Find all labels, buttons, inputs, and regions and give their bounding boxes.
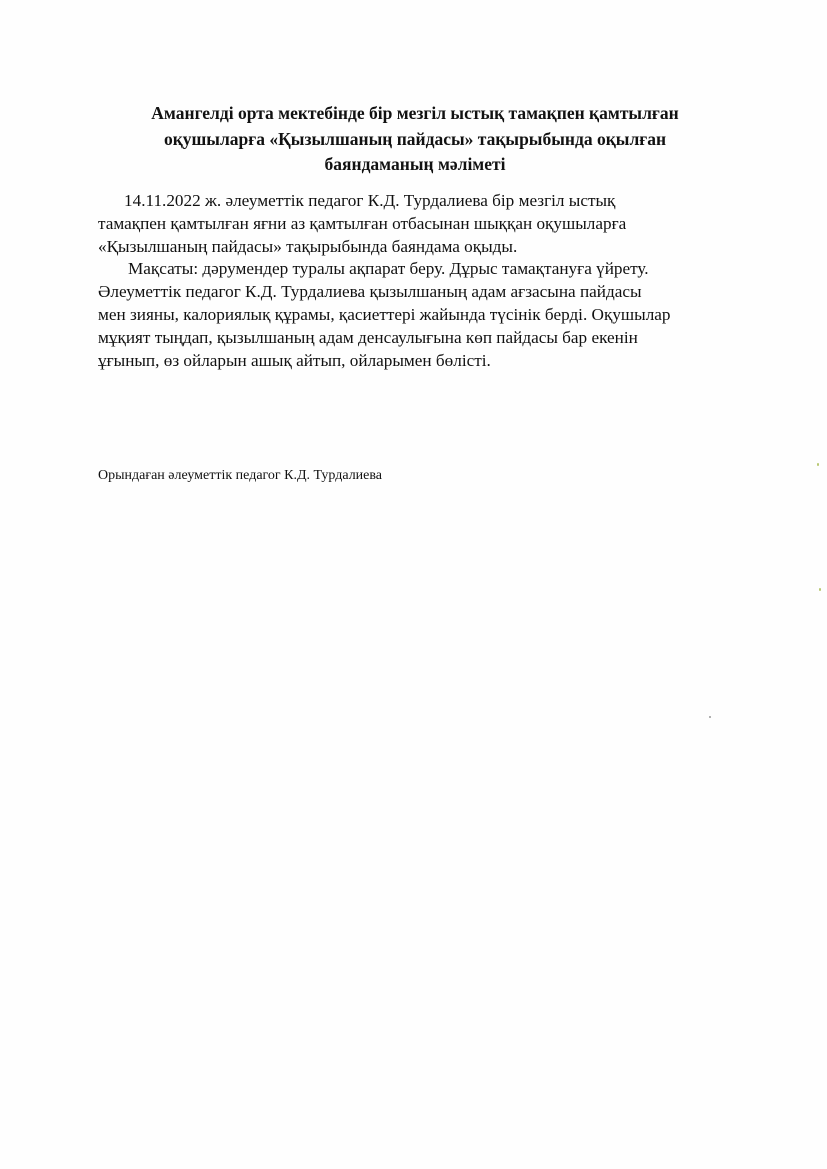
document-body xyxy=(98,190,788,372)
paragraph1-line-1: 14.11.2022 ж. әлеуметтік педагог К.Д. Турдалиева бір мезгіл ыстық xyxy=(124,191,616,210)
scan-speck xyxy=(817,463,819,466)
document-title xyxy=(110,101,720,178)
paragraph2-line-2: Әлеуметтік педагог К.Д. Турдалиева қызылшаның адам ағзасына пайдасы xyxy=(98,282,642,302)
title-line-2: оқушыларға «Қызылшаның пайдасы» тақырыбында оқылған xyxy=(163,128,667,149)
title-line-1: Амангелді орта мектебінде бір мезгіл ыстық тамақпен қамтылған xyxy=(151,103,679,123)
paragraph1-line-3: «Қызылшаның пайдасы» тақырыбында баяндама оқыды. xyxy=(98,236,518,256)
paragraph2-line-5: ұғынып, өз ойларын ашық айтып, ойларымен бөлісті. xyxy=(98,350,491,370)
scan-speck xyxy=(709,716,711,718)
paragraph2-line-1: Мақсаты: дәрумендер туралы ақпарат беру. Дұрыс тамақтануға үйрету. xyxy=(128,259,649,279)
paragraph2-line-3: мен зияны, калориялық құрамы, қасиеттері жайында түсінік берді. Оқушылар xyxy=(98,304,671,324)
signature-line: Орындаған әлеуметтік педагог К.Д. Турдалиева xyxy=(98,468,383,483)
paragraph-report-info xyxy=(98,190,788,258)
paragraph-goal xyxy=(98,258,788,372)
title-line-3: баяндаманың мәліметі xyxy=(324,154,506,174)
paragraph1-line-2: тамақпен қамтылған яғни аз қамтылған отбасынан шыққан оқушыларға xyxy=(98,213,627,233)
paragraph2-line-4: мұқият тыңдап, қызылшаның адам денсаулығына көп пайдасы бар екенін xyxy=(98,327,638,347)
scan-speck xyxy=(819,588,821,591)
